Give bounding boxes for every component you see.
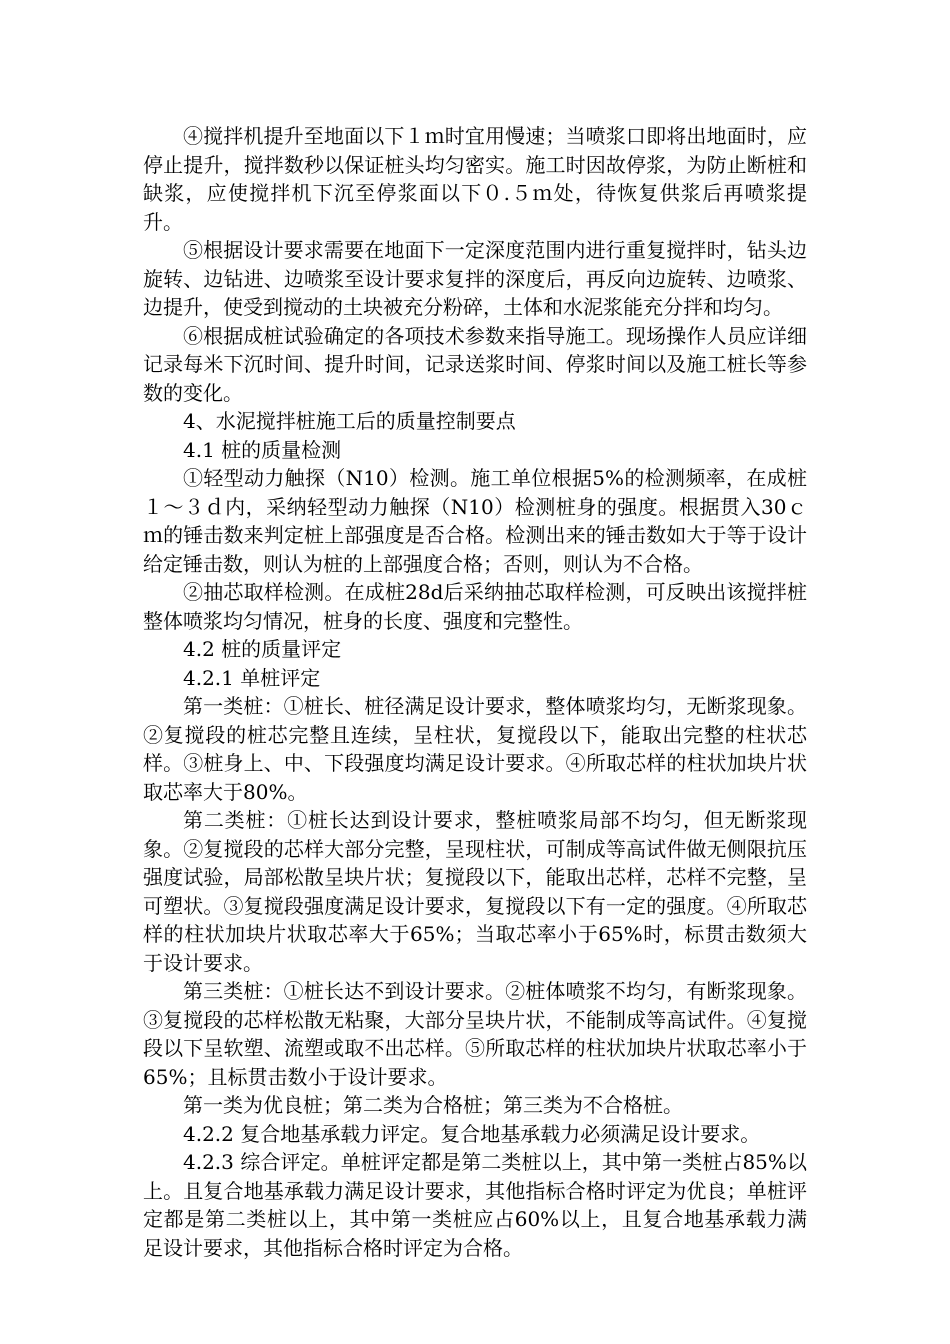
subsection-heading-4-1: 4.1 桩的质量检测 (183, 437, 342, 462)
subsection-heading-4-2-1: 4.2.1 单桩评定 (183, 665, 321, 690)
paragraph-light-penetration-test: ①轻型动力触探（N10）检测。施工单位根据5%的检测频率，在成桩１～３ｄ内，采纳轻型动力触探（N10）检测桩身的强度。根据贯入30ｃｍ的锤击数来判定桩上部强度是否合格。检测出来的锤击数如大于等于设计给定锤击数，则认为桩的上部强度合格；否则，则认为不合格。 (143, 466, 807, 576)
subsection-heading-4-2: 4.2 桩的质量评定 (183, 637, 342, 661)
paragraph-class-1-pile: 第一类桩：①桩长、桩径满足设计要求，整体喷浆均匀，无断浆现象。②复搅段的桩芯完整且连续，呈柱状，复搅段以下，能取出完整的柱状芯样。③桩身上、中、下段强度均满足设计要求。④所取芯样的柱状加块片状取芯率大于80%。 (143, 694, 807, 804)
document-body (143, 122, 807, 1262)
paragraph-step-5: ⑤根据设计要求需要在地面下一定深度范围内进行重复搅拌时，钻头边旋转、边钻进、边喷浆至设计要求复拌的深度后，再反向边旋转、边喷浆、边提升，使受到搅动的土块被充分粉碎，土体和水泥浆能充分拌和均匀。 (143, 238, 807, 319)
paragraph-4-2-3: 4.2.3 综合评定。单桩评定都是第二类桩以上，其中第一类桩占85%以上。且复合地基承载力满足设计要求，其他指标合格时评定为优良；单桩评定都是第二类桩以上，其中第一类桩应占60%以上，且复合地基承载力满足设计要求，其他指标合格时评定为合格。 (143, 1150, 807, 1260)
paragraph-step-6: ⑥根据成桩试验确定的各项技术参数来指导施工。现场操作人员应详细记录每米下沉时间、提升时间，记录送浆时间、停浆时间以及施工桩长等参数的变化。 (143, 323, 807, 405)
paragraph-core-sampling-test: ②抽芯取样检测。在成桩28d后采纳抽芯取样检测，可反映出该搅拌桩整体喷浆均匀情况，桩身的长度、强度和完整性。 (143, 580, 807, 633)
section-heading-4: 4、水泥搅拌桩施工后的质量控制要点 (183, 409, 516, 433)
paragraph-class-summary: 第一类为优良桩；第二类为合格桩；第三类为不合格桩。 (183, 1093, 683, 1117)
paragraph-class-3-pile: 第三类桩：①桩长达不到设计要求。②桩体喷浆不均匀，有断浆现象。③复搅段的芯样松散无粘聚，大部分呈块片状，不能制成等高试件。④复搅段以下呈软塑、流塑或取不出芯样。⑤所取芯样的柱状加块片状取芯率小于65%；且标贯击数小于设计要求。 (143, 979, 807, 1089)
paragraph-step-4: ④搅拌机提升至地面以下１ｍ时宜用慢速；当喷浆口即将出地面时，应停止提升，搅拌数秒以保证桩头均匀密实。施工时因故停浆，为防止断桩和缺浆，应使搅拌机下沉至停浆面以下０.５ｍ处，待恢复供浆后再喷浆提升。 (143, 124, 807, 234)
paragraph-class-2-pile: 第二类桩：①桩长达到设计要求，整桩喷浆局部不均匀，但无断浆现象。②复搅段的芯样大部分完整，呈现柱状，可制成等高试件做无侧限抗压强度试验，局部松散呈块片状；复搅段以下，能取出芯样，芯样不完整，呈可塑状。③复搅段强度满足设计要求，复搅段以下有一定的强度。④所取芯样的柱状加块片状取芯率大于65%；当取芯率小于65%时，标贯击数须大于设计要求。 (143, 808, 807, 975)
paragraph-4-2-2: 4.2.2 复合地基承载力评定。复合地基承载力必须满足设计要求。 (183, 1121, 761, 1146)
